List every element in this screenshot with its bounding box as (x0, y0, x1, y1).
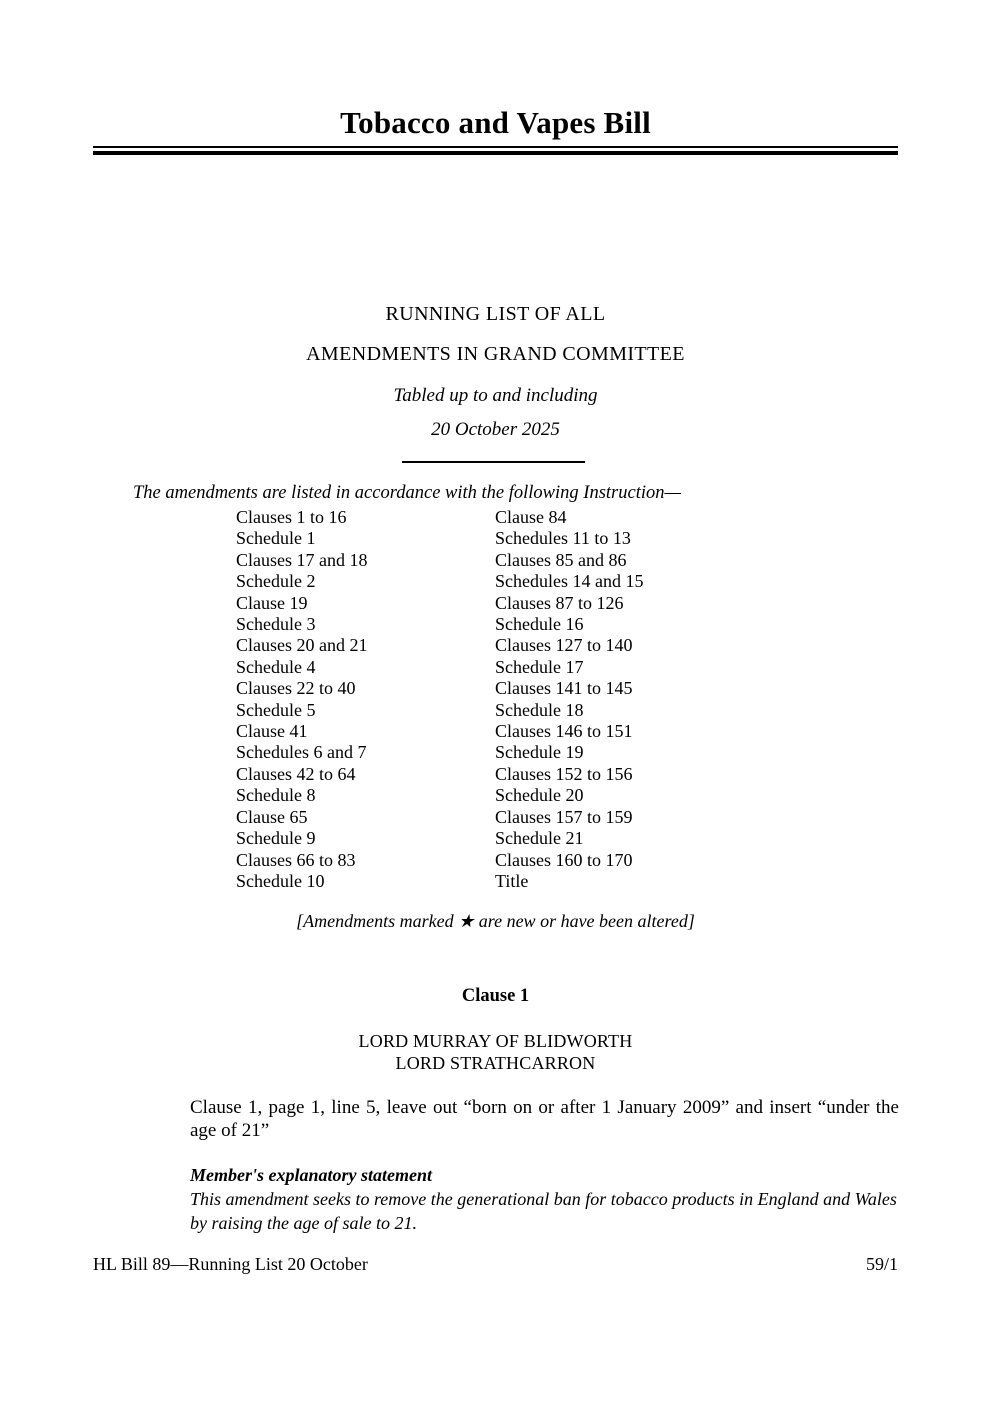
footer-page-number: 59/1 (865, 1254, 898, 1274)
section-divider (402, 461, 585, 463)
instruction-item: Clauses 160 to 170 (495, 849, 633, 870)
instruction-item: Schedule 1 (236, 528, 316, 549)
footer-bill-reference: HL Bill 89—Running List 20 October (93, 1254, 368, 1274)
instruction-item: Schedule 10 (236, 870, 325, 891)
instruction-item: Clause 41 (236, 721, 308, 742)
instruction-item: Schedule 3 (236, 614, 316, 635)
instruction-item: Clauses 42 to 64 (236, 763, 356, 784)
instruction-item: Schedule 19 (495, 742, 584, 763)
instruction-item: Clause 84 (495, 507, 567, 527)
instruction-item: Schedule 21 (495, 828, 584, 849)
bill-title: Tobacco and Vapes Bill (340, 105, 651, 140)
sponsor-name: LORD STRATHCARRON (395, 1053, 596, 1073)
explanatory-statement-text: This amendment seeks to remove the generational ban for tobacco products in England and Wales by raising the age of sale to 21. (190, 1189, 897, 1233)
instruction-item: Clauses 17 and 18 (236, 549, 368, 570)
tabled-date: 20 October 2025 (431, 419, 560, 440)
instruction-item: Clause 19 (236, 592, 308, 613)
tabled-caption: Tabled up to and including (393, 385, 598, 406)
instruction-item: Clauses 141 to 145 (495, 678, 633, 699)
sponsor-name: LORD MURRAY OF BLIDWORTH (358, 1031, 633, 1051)
instruction-list-left (236, 507, 367, 892)
clause-heading: Clause 1 (461, 986, 530, 1006)
instruction-item: Schedule 9 (236, 828, 316, 849)
instruction-item: Clauses 87 to 126 (495, 592, 624, 613)
instruction-item: Title (495, 870, 529, 891)
explanatory-statement-heading: Member's explanatory statement (190, 1165, 432, 1185)
instruction-item: Schedules 14 and 15 (495, 571, 644, 592)
instruction-item: Schedule 8 (236, 785, 316, 806)
instruction-item: Schedule 20 (495, 785, 584, 806)
instruction-item: Clauses 22 to 40 (236, 678, 356, 699)
instruction-item: Clauses 146 to 151 (495, 721, 633, 742)
instruction-item: Schedule 5 (236, 699, 316, 720)
instruction-item: Clauses 85 and 86 (495, 549, 627, 570)
instruction-item: Schedule 2 (236, 571, 316, 592)
instruction-item: Schedule 16 (495, 614, 584, 635)
instruction-item: Schedule 18 (495, 699, 584, 720)
instruction-item: Schedule 4 (236, 656, 316, 677)
instruction-item: Clause 65 (236, 806, 308, 827)
instruction-list-right (495, 507, 643, 892)
instruction-item: Clauses 1 to 16 (236, 507, 347, 527)
amendment-text: Clause 1, page 1, line 5, leave out “born on or after 1 January 2009” and insert “under the age of 21” (190, 1097, 899, 1141)
marked-amendments-note: [Amendments marked ★ are new or have been altered] (296, 911, 695, 931)
instruction-item: Schedule 17 (495, 656, 584, 677)
instruction-item: Clauses 20 and 21 (236, 635, 368, 656)
instruction-item: Clauses 152 to 156 (495, 763, 633, 784)
instruction-item: Clauses 66 to 83 (236, 849, 356, 870)
title-double-rule (93, 146, 898, 155)
page-footer (93, 1254, 898, 1275)
instruction-item: Schedules 6 and 7 (236, 742, 367, 763)
instruction-intro: The amendments are listed in accordance with the following Instruction— (133, 483, 681, 503)
heading-running-list: RUNNING LIST OF ALL (385, 303, 606, 325)
instruction-item: Clauses 127 to 140 (495, 635, 633, 656)
heading-grand-committee: AMENDMENTS IN GRAND COMMITTEE (306, 343, 685, 365)
instruction-item: Clauses 157 to 159 (495, 806, 633, 827)
instruction-item: Schedules 11 to 13 (495, 528, 631, 549)
